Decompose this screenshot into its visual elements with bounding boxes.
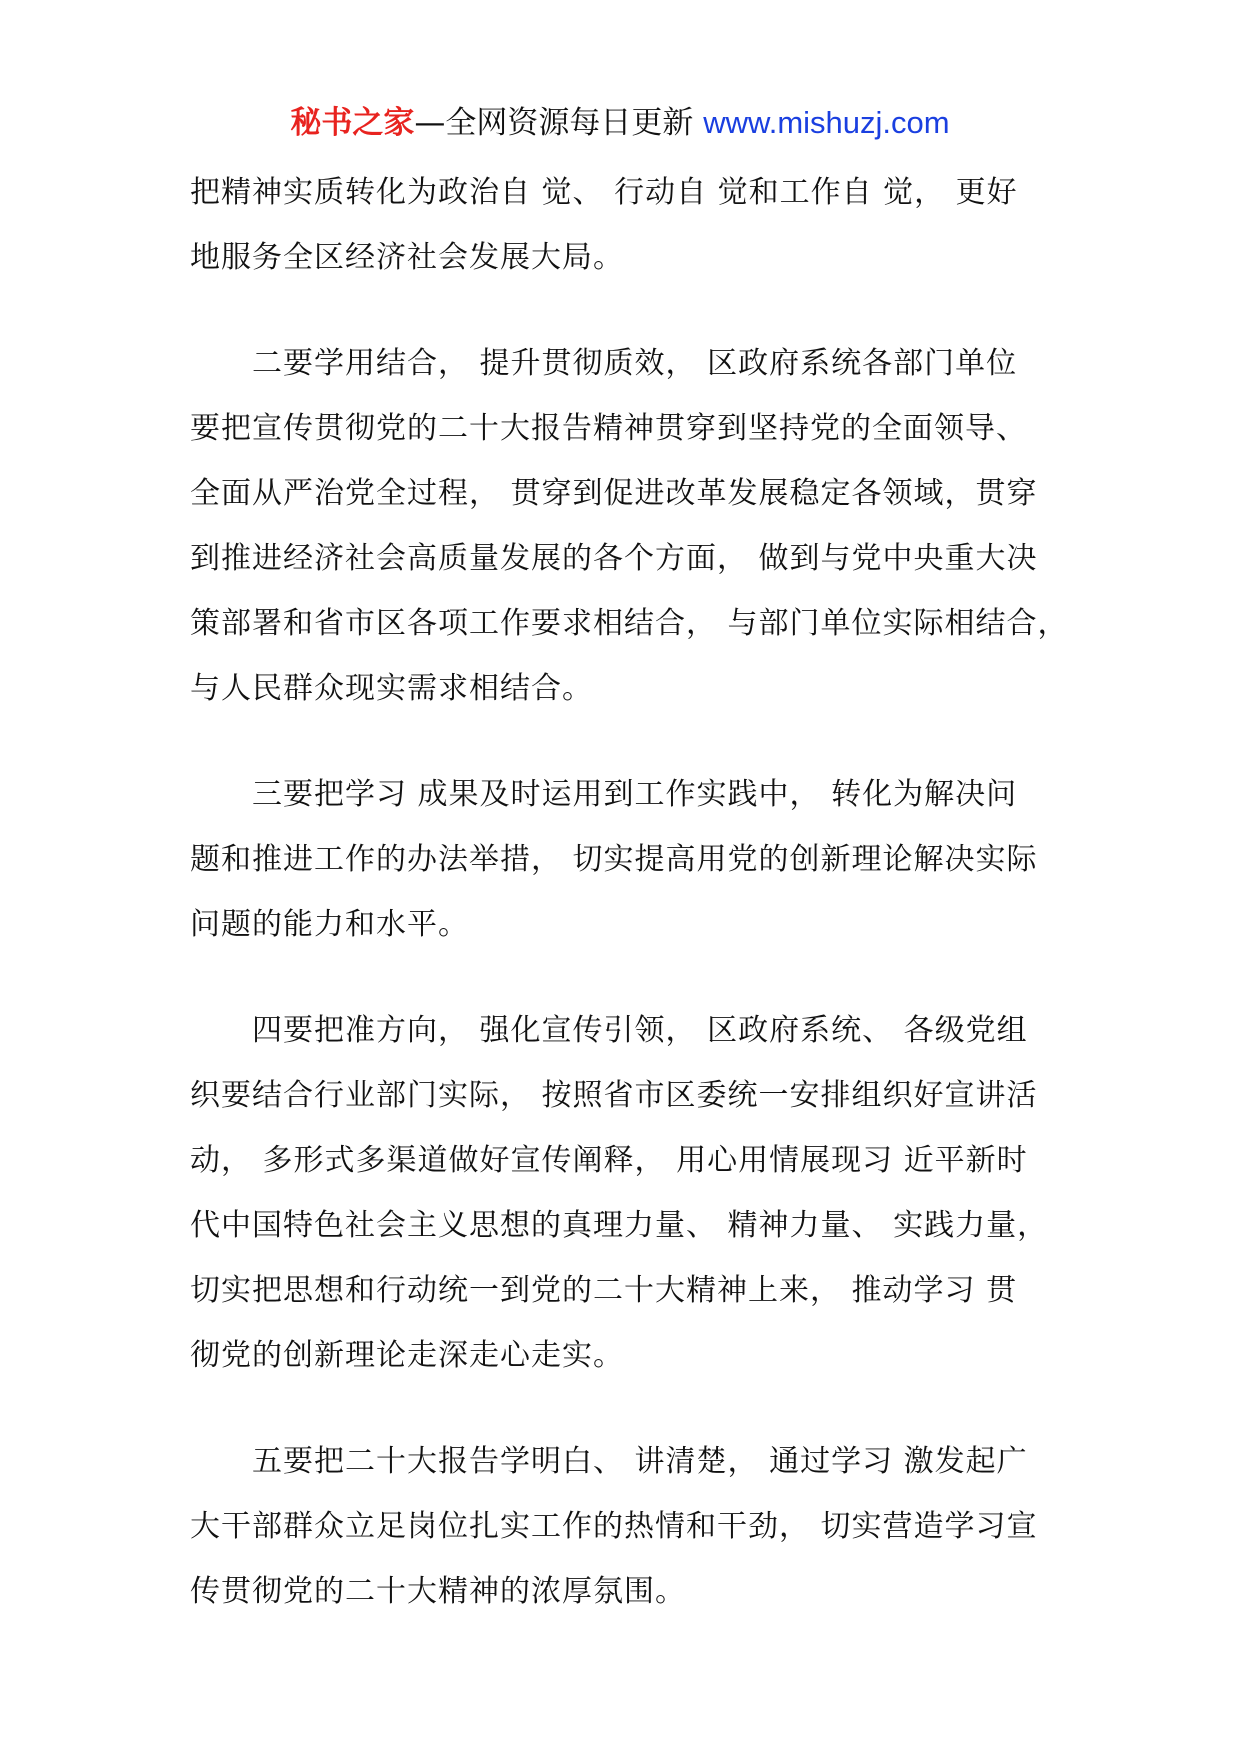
text-line: 切实把思想和行动统一到党的二十大精神上来， 推动学习 贯: [190, 1273, 1018, 1308]
document-body: [190, 160, 1069, 1665]
paragraph-1: [190, 160, 1060, 290]
text-line: 传贯彻党的二十大精神的浓厚氛围。: [190, 1574, 686, 1609]
text-line: 把精神实质转化为政治自 觉、 行动自 觉和工作自 觉， 更好: [190, 175, 1018, 210]
paragraph-3: [190, 762, 1060, 957]
text-line: 彻党的创新理论走深走心走实。: [190, 1338, 624, 1373]
paragraph-4: [190, 998, 1060, 1388]
text-line: 四要把准方向， 强化宣传引领， 区政府系统、 各级党组: [252, 1013, 1028, 1048]
text-line: 要把宣传贯彻党的二十大报告精神贯穿到坚持党的全面领导、: [190, 411, 1027, 446]
text-line: 策部署和省市区各项工作要求相结合， 与部门单位实际相结合，: [190, 606, 1069, 641]
text-line: 地服务全区经济社会发展大局。: [190, 240, 624, 275]
text-line: 大干部群众立足岗位扎实工作的热情和干劲， 切实营造学习宣: [190, 1509, 1038, 1544]
text-line: 三要把学习 成果及时运用到工作实践中， 转化为解决问: [252, 777, 1018, 812]
text-line: 与人民群众现实需求相结合。: [190, 671, 593, 706]
text-line: 动， 多形式多渠道做好宣传阐释， 用心用情展现习 近平新时: [190, 1143, 1028, 1178]
text-line: 二要学用结合， 提升贯彻质效， 区政府系统各部门单位: [252, 346, 1018, 381]
text-line: 到推进经济社会高质量发展的各个方面， 做到与党中央重大决: [190, 541, 1038, 576]
text-line: 代中国特色社会主义思想的真理力量、 精神力量、 实践力量，: [190, 1208, 1049, 1243]
text-line: 五要把二十大报告学明白、 讲清楚， 通过学习 激发起广: [252, 1444, 1028, 1479]
paragraph-2: [190, 331, 1069, 721]
text-line: 问题的能力和水平。: [190, 907, 469, 942]
text-line: 织要结合行业部门实际， 按照省市区委统一安排组织好宣讲活: [190, 1078, 1038, 1113]
text-line: 题和推进工作的办法举措， 切实提高用党的创新理论解决实际: [190, 842, 1038, 877]
header-brand: 秘书之家: [290, 105, 415, 141]
header-url-link[interactable]: www.mishuzj.com: [703, 105, 950, 140]
paragraph-5: [190, 1429, 1060, 1624]
page-header: [0, 98, 1240, 148]
text-line: 全面从严治党全过程， 贯穿到促进改革发展稳定各领域，贯穿: [190, 476, 1038, 511]
header-tagline: —全网资源每日更新: [414, 105, 694, 141]
